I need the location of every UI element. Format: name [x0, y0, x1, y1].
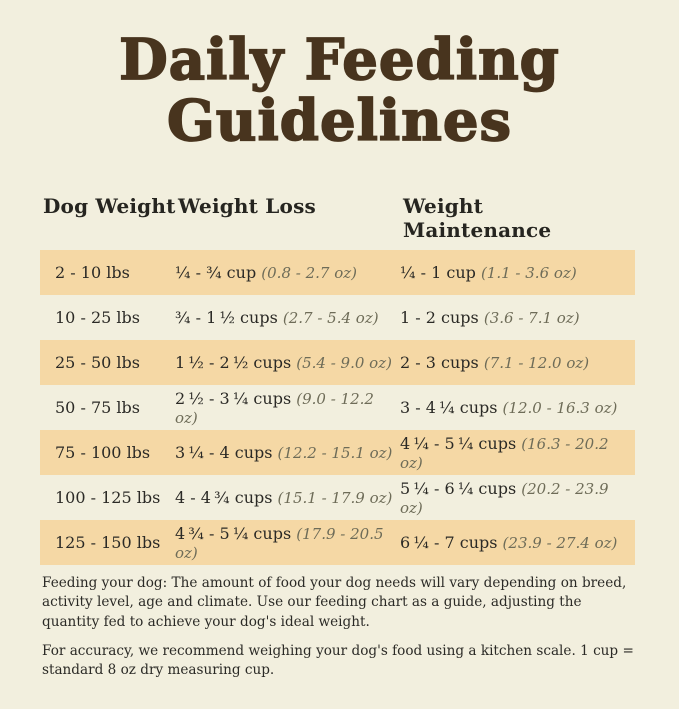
weight-maintenance-cell: [400, 434, 635, 472]
weight-maintenance-cell: [400, 353, 635, 372]
accuracy-note: For accuracy, we recommend weighing your dog's food using a kitchen scale. 1 cup = standard 8 oz dry measuring cup.: [42, 642, 634, 679]
oz-range: (17.9 - 20.5 oz): [175, 524, 384, 562]
cups-range: 4 ¼ - 5 ¼ cups: [400, 433, 517, 453]
dog-weight-cell: 100 - 125 lbs: [55, 488, 161, 507]
table-row: [40, 520, 635, 565]
title-line-2: Guidelines: [166, 88, 512, 154]
oz-range: (7.1 - 12.0 oz): [483, 354, 590, 372]
dog-weight-cell: 125 - 150 lbs: [55, 533, 161, 552]
cups-range: 4 ¾ - 5 ¼ cups: [175, 523, 292, 543]
oz-range: (1.1 - 3.6 oz): [480, 264, 577, 282]
weight-loss-cell: [175, 353, 400, 372]
header-weight-loss: Weight Loss: [178, 194, 317, 218]
oz-range: (20.2 - 23.9 oz): [400, 479, 609, 517]
oz-range: (9.0 - 12.2 oz): [175, 389, 374, 427]
cups-range: 3 - 4 ¼ cups: [400, 398, 498, 417]
weight-loss-cell: [175, 524, 400, 562]
cups-range: 1 ½ - 2 ½ cups: [175, 353, 292, 372]
cups-range: ¼ - ¾ cup: [175, 263, 257, 282]
cups-range: 6 ¼ - 7 cups: [400, 533, 498, 552]
table-row: [40, 340, 635, 385]
weight-maintenance-cell: [400, 479, 635, 517]
cups-range: 4 - 4 ¾ cups: [175, 488, 273, 507]
page-title: [0, 27, 679, 154]
weight-loss-cell: [175, 389, 400, 427]
cups-range: ¾ - 1 ½ cups: [175, 308, 278, 327]
cups-range: ¼ - 1 cup: [400, 263, 476, 282]
cups-range: 1 - 2 cups: [400, 308, 479, 327]
weight-maintenance-cell: [400, 308, 635, 327]
table-row: [40, 385, 635, 430]
feeding-note: Feeding your dog: The amount of food your dog needs will vary depending on breed, activity level, age and climate. Use our feeding chart as a guide, adjusting the quantity fed to achieve your dog's ideal weight.: [42, 575, 627, 630]
dog-weight-cell: 2 - 10 lbs: [55, 263, 130, 282]
weight-maintenance-cell: [400, 263, 635, 282]
weight-loss-cell: [175, 308, 400, 327]
dog-weight-cell: 75 - 100 lbs: [55, 443, 151, 462]
footnotes: [42, 574, 641, 680]
weight-maintenance-cell: [400, 398, 635, 417]
oz-range: (23.9 - 27.4 oz): [502, 534, 618, 552]
dog-weight-cell: 50 - 75 lbs: [55, 398, 140, 417]
cups-range: 2 - 3 cups: [400, 353, 479, 372]
dog-weight-cell: 10 - 25 lbs: [55, 308, 140, 327]
header-weight-maintenance: Weight Maintenance: [403, 194, 552, 242]
table-header-row: [40, 194, 635, 250]
feeding-table: [40, 194, 635, 565]
oz-range: (0.8 - 2.7 oz): [261, 264, 358, 282]
oz-range: (3.6 - 7.1 oz): [483, 309, 580, 327]
oz-range: (12.0 - 16.3 oz): [502, 399, 618, 417]
weight-loss-cell: [175, 488, 400, 507]
cups-range: 3 ¼ - 4 cups: [175, 443, 273, 462]
cups-range: 5 ¼ - 6 ¼ cups: [400, 478, 517, 498]
table-row: [40, 295, 635, 340]
title-line-1: Daily Feeding: [119, 27, 560, 93]
header-dog-weight: Dog Weight: [43, 194, 176, 218]
oz-range: (5.4 - 9.0 oz): [296, 354, 392, 372]
cups-range: 2 ½ - 3 ¼ cups: [175, 388, 292, 408]
weight-loss-cell: [175, 263, 400, 282]
feeding-guidelines-card: [0, 27, 679, 709]
table-row: [40, 430, 635, 475]
oz-range: (15.1 - 17.9 oz): [277, 489, 393, 507]
weight-loss-cell: [175, 443, 400, 462]
oz-range: (12.2 - 15.1 oz): [277, 444, 393, 462]
dog-weight-cell: 25 - 50 lbs: [55, 353, 140, 372]
oz-range: (2.7 - 5.4 oz): [282, 309, 379, 327]
table-row: [40, 250, 635, 295]
oz-range: (16.3 - 20.2 oz): [400, 434, 609, 472]
table-row: [40, 475, 635, 520]
weight-maintenance-cell: [400, 533, 635, 552]
